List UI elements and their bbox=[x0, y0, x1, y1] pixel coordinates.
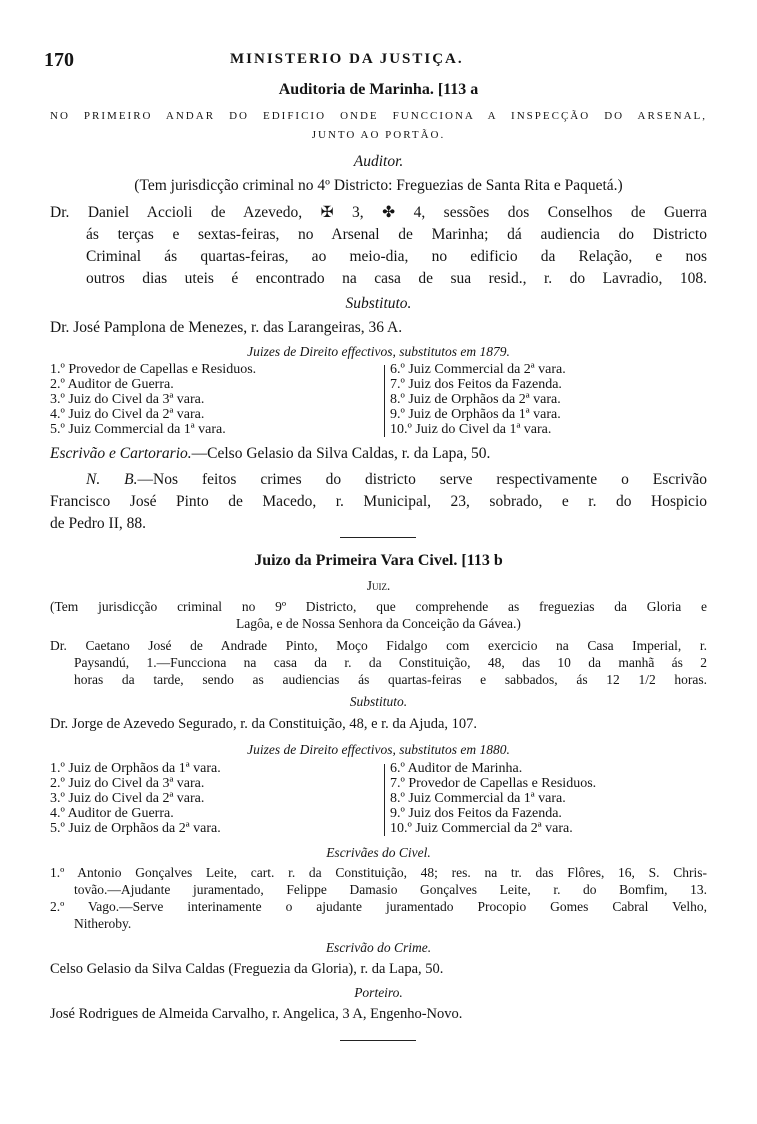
auditor-entry-line-4: outros dias uteis é encontrado na casa de sua resid., r. do Lavradio, 108. bbox=[86, 270, 707, 287]
judges-title: Juizes de Direito effectivos, substitutos em 1880. bbox=[247, 742, 510, 757]
heading-ref: [113 b bbox=[461, 552, 503, 569]
judge-right-9: 9.º Juiz dos Feitos da Fazenda. bbox=[390, 806, 562, 821]
civel-line-2: tovão.—Ajudante juramentado, Felippe Damasio Gonçalves Leite, r. do Bomfim, 13. bbox=[74, 882, 707, 897]
nb-line-2: Francisco José Pinto de Macedo, r. Municipal, 23, sobrado, e r. do Hospicio bbox=[50, 493, 707, 510]
jurisdiction-line-2: Lagôa, e de Nossa Senhora da Conceição da Gávea.) bbox=[236, 616, 521, 631]
judges-title: Juizes de Direito effectivos, substitutos em 1879. bbox=[247, 344, 510, 359]
judge-left-4: 4.º Juiz do Civel da 2ª vara. bbox=[50, 407, 205, 422]
judge-left-1: 1.º Juiz de Orphãos da 1ª vara. bbox=[50, 761, 221, 776]
running-title: MINISTERIO DA JUSTIÇA. bbox=[230, 51, 464, 67]
judge-right-7: 7.º Juiz dos Feitos da Fazenda. bbox=[390, 377, 562, 392]
column-divider bbox=[384, 365, 385, 437]
judge-entry-line-3: horas da tarde, sendo as audiencias ás quartas-feiras e sabbados, ás 12 1/2 horas. bbox=[74, 672, 707, 687]
section-auditoria-marinha bbox=[50, 30, 708, 532]
nb-line-1 bbox=[86, 472, 707, 488]
porter-entry: José Rodrigues de Almeida Carvalho, r. Angelica, 3 A, Engenho-Novo. bbox=[50, 1006, 463, 1022]
location-line-1: NO PRIMEIRO ANDAR DO EDIFICIO ONDE FUNCCIONA A INSPECÇÃO DO ARSENAL, bbox=[50, 110, 707, 122]
judge-entry-line-1: Dr. Caetano José de Andrade Pinto, Moço Fidalgo com exercicio na Casa Imperial, r. bbox=[50, 638, 707, 653]
judge-left-3: 3.º Juiz do Civel da 2ª vara. bbox=[50, 791, 205, 806]
civel-title: Escrivães do Civel. bbox=[326, 845, 431, 860]
escrivao-entry bbox=[50, 446, 490, 462]
judge-left-5: 5.º Juiz de Orphãos da 2ª vara. bbox=[50, 821, 221, 836]
judge-right-10: 10.º Juiz Commercial da 2ª vara. bbox=[390, 821, 573, 836]
location-line-2: JUNTO AO PORTÃO. bbox=[311, 129, 446, 141]
civel-line-4: Nitheroby. bbox=[74, 916, 132, 931]
auditor-title: Auditor. bbox=[353, 153, 404, 170]
section-heading bbox=[50, 553, 707, 569]
judge-right-10: 10.º Juiz do Civel da 1ª vara. bbox=[390, 422, 552, 437]
auditor-entry-line-2: ás terças e sextas-feiras, no Arsenal de Marinha; dá audiencia do Districto bbox=[86, 226, 707, 243]
substitute-title: Substituto. bbox=[345, 295, 412, 312]
auditor-entry-line-1: Dr. Daniel Accioli de Azevedo, ✠ 3, ✤ 4, sessões dos Conselhos de Guerra bbox=[50, 204, 707, 221]
heading-ref: [113 a bbox=[437, 81, 479, 98]
judge-right-8: 8.º Juiz de Orphãos da 2ª vara. bbox=[390, 392, 561, 407]
substitute-title: Substituto. bbox=[349, 694, 408, 709]
porter-title: Porteiro. bbox=[354, 985, 403, 1000]
nb-text: —Nos feitos crimes do districto serve respectivamente o Escrivão bbox=[137, 471, 708, 488]
auditor-entry-line-3: Criminal ás quartas-feiras, ao meio-dia, no edificio da Relação, e nos bbox=[86, 248, 707, 265]
page-number: 170 bbox=[44, 49, 74, 71]
judge-right-9: 9.º Juiz de Orphãos da 1ª vara. bbox=[390, 407, 561, 422]
judge-right-6: 6.º Auditor de Marinha. bbox=[390, 761, 523, 776]
section-heading bbox=[50, 82, 707, 98]
nb-label: N. B. bbox=[86, 471, 138, 488]
judge-left-3: 3.º Juiz do Civel da 3ª vara. bbox=[50, 392, 205, 407]
judge-left-1: 1.º Provedor de Capellas e Residuos. bbox=[50, 362, 257, 377]
judge-right-6: 6.º Juiz Commercial da 2ª vara. bbox=[390, 362, 566, 377]
section-divider-end bbox=[340, 1040, 416, 1041]
judge-right-8: 8.º Juiz Commercial da 1ª vara. bbox=[390, 791, 566, 806]
jurisdiction-note: (Tem jurisdicção criminal no 4º Districto: Freguezias de Santa Rita e Paquetá.) bbox=[134, 177, 623, 194]
heading-text: Auditoria de Marinha. bbox=[278, 81, 434, 98]
judge-left-2: 2.º Auditor de Guerra. bbox=[50, 377, 174, 392]
civel-line-3: 2.º Vago.—Serve interinamente o ajudante juramentado Procopio Gomes Cabral Velho, bbox=[50, 899, 707, 914]
judge-entry-line-2: Paysandú, 1.—Funcciona na casa da r. da Constituição, 48, das 10 da manhã ás 2 bbox=[74, 655, 707, 670]
jurisdiction-line-1: (Tem jurisdicção criminal no 9º Districto, que comprehende as freguezias da Gloria e bbox=[50, 599, 707, 614]
escrivao-label: Escrivão e Cartorario. bbox=[50, 445, 192, 462]
judge-right-7: 7.º Provedor de Capellas e Residuos. bbox=[390, 776, 597, 791]
judge-title: Juiz. bbox=[366, 578, 391, 593]
nb-line-3: de Pedro II, 88. bbox=[50, 515, 146, 532]
judge-left-4: 4.º Auditor de Guerra. bbox=[50, 806, 174, 821]
crime-title: Escrivão do Crime. bbox=[325, 940, 432, 955]
judge-left-5: 5.º Juiz Commercial da 1ª vara. bbox=[50, 422, 226, 437]
escrivao-text: —Celso Gelasio da Silva Caldas, r. da Lapa, 50. bbox=[191, 445, 491, 462]
column-divider bbox=[384, 764, 385, 836]
crime-entry: Celso Gelasio da Silva Caldas (Freguezia da Gloria), r. da Lapa, 50. bbox=[50, 961, 444, 977]
section-primeira-vara-civel bbox=[50, 545, 707, 1030]
section-divider bbox=[340, 537, 416, 538]
substitute-entry: Dr. José Pamplona de Menezes, r. das Larangeiras, 36 A. bbox=[50, 319, 403, 336]
substitute-entry: Dr. Jorge de Azevedo Segurado, r. da Constituição, 48, e r. da Ajuda, 107. bbox=[50, 716, 477, 732]
heading-text: Juizo da Primeira Vara Civel. bbox=[254, 552, 458, 569]
civel-line-1: 1.º Antonio Gonçalves Leite, cart. r. da Constituição, 48; res. na tr. das Flôres, 16, S. Chris- bbox=[50, 865, 707, 880]
judge-left-2: 2.º Juiz do Civel da 3ª vara. bbox=[50, 776, 205, 791]
